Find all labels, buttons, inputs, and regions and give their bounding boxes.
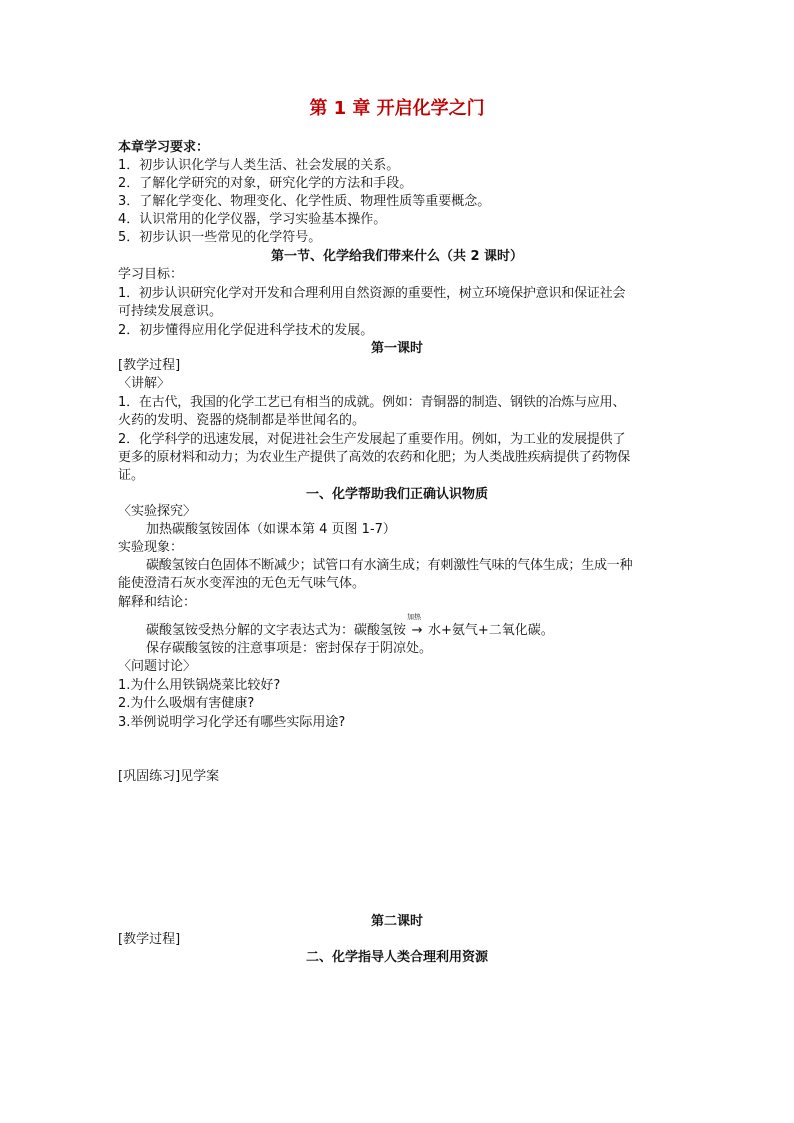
word-equation: [146, 613, 554, 640]
experiment-label: 〈实验探究〉: [118, 504, 197, 519]
part-title: 一、化学帮助我们正确认识物质: [305, 487, 488, 502]
goals-heading: 学习目标：: [118, 267, 184, 282]
equation-suffix: 水+氨气+二氧化碳。: [428, 623, 554, 638]
explanation-label: 解释和结论：: [118, 595, 197, 610]
phenomenon-line: 能使澄清石灰水变浑浊的无色无气味气体。: [118, 576, 366, 591]
reaction-arrow: [406, 613, 428, 640]
lecture-label: 〈讲解〉: [118, 376, 171, 391]
lesson-title: 第一课时: [370, 341, 423, 356]
question-item: 3.举例说明学习化学还有哪些实际用途?: [118, 715, 346, 730]
phenomenon-label: 实验现象：: [118, 540, 184, 555]
storage-note: 保存碳酸氢铵的注意事项是：密封保存于阴凉处。: [146, 641, 433, 656]
requirement-item: 5．初步认识一些常见的化学符号。: [118, 230, 322, 245]
reaction-condition: 加热: [407, 613, 422, 621]
goal-line: 1．初步认识研究化学对开发和合理利用自然资源的重要性，树立环境保护意识和保证社会: [118, 286, 626, 301]
question-item: 2.为什么吸烟有害健康?: [118, 696, 255, 711]
lecture-line: 火药的发明、瓷器的烧制都是举世闻名的。: [118, 413, 366, 428]
part-title: 二、化学指导人类合理利用资源: [305, 950, 488, 965]
requirement-item: 1．初步认识化学与人类生活、社会发展的关系。: [118, 158, 400, 173]
lecture-line: 更多的原材料和动力；为农业生产提供了高效的农药和化肥；为人类战胜疾病提供了药物保: [118, 450, 631, 465]
phenomenon-line: 碳酸氢铵白色固体不断减少；试管口有水滴生成；有刺激性气味的气体生成；生成一种: [146, 558, 633, 573]
lesson-title: 第二课时: [370, 914, 423, 929]
lecture-line: 2．化学科学的迅速发展，对促进社会生产发展起了重要作用。例如，为工业的发展提供了: [118, 432, 626, 447]
practice-note: [巩固练习]见学案: [118, 769, 220, 784]
discussion-label: 〈问题讨论〉: [118, 659, 197, 674]
chapter-title: 第 1 章 开启化学之门: [309, 98, 485, 119]
requirement-item: 3．了解化学变化、物理变化、化学性质、物理性质等重要概念。: [118, 194, 491, 209]
lecture-line: 1．在古代，我国的化学工艺已有相当的成就。例如：青铜器的制造、钢铁的冶炼与应用、: [118, 395, 626, 410]
section-title: 第一节、化学给我们带来什么（共 2 课时）: [270, 249, 524, 264]
lecture-line: 证。: [118, 468, 145, 483]
teaching-process-label: [教学过程]: [118, 358, 181, 373]
experiment-text: 加热碳酸氢铵固体（如课本第 4 页图 1-7）: [146, 522, 396, 537]
question-item: 1.为什么用铁锅烧菜比较好?: [118, 678, 281, 693]
arrow-icon: →: [411, 623, 423, 638]
goal-line: 可持续发展意识。: [118, 304, 223, 319]
equation-prefix: 碳酸氢铵受热分解的文字表达式为：碳酸氢铵: [146, 623, 407, 638]
requirement-item: 2．了解化学研究的对象，研究化学的方法和手段。: [118, 176, 413, 191]
goal-line: 2．初步懂得应用化学促进科学技术的发展。: [118, 323, 374, 338]
chapter-requirements-heading: 本章学习要求：: [118, 140, 210, 155]
teaching-process-label: [教学过程]: [118, 932, 181, 947]
requirement-item: 4．认识常用的化学仪器，学习实验基本操作。: [118, 212, 387, 227]
